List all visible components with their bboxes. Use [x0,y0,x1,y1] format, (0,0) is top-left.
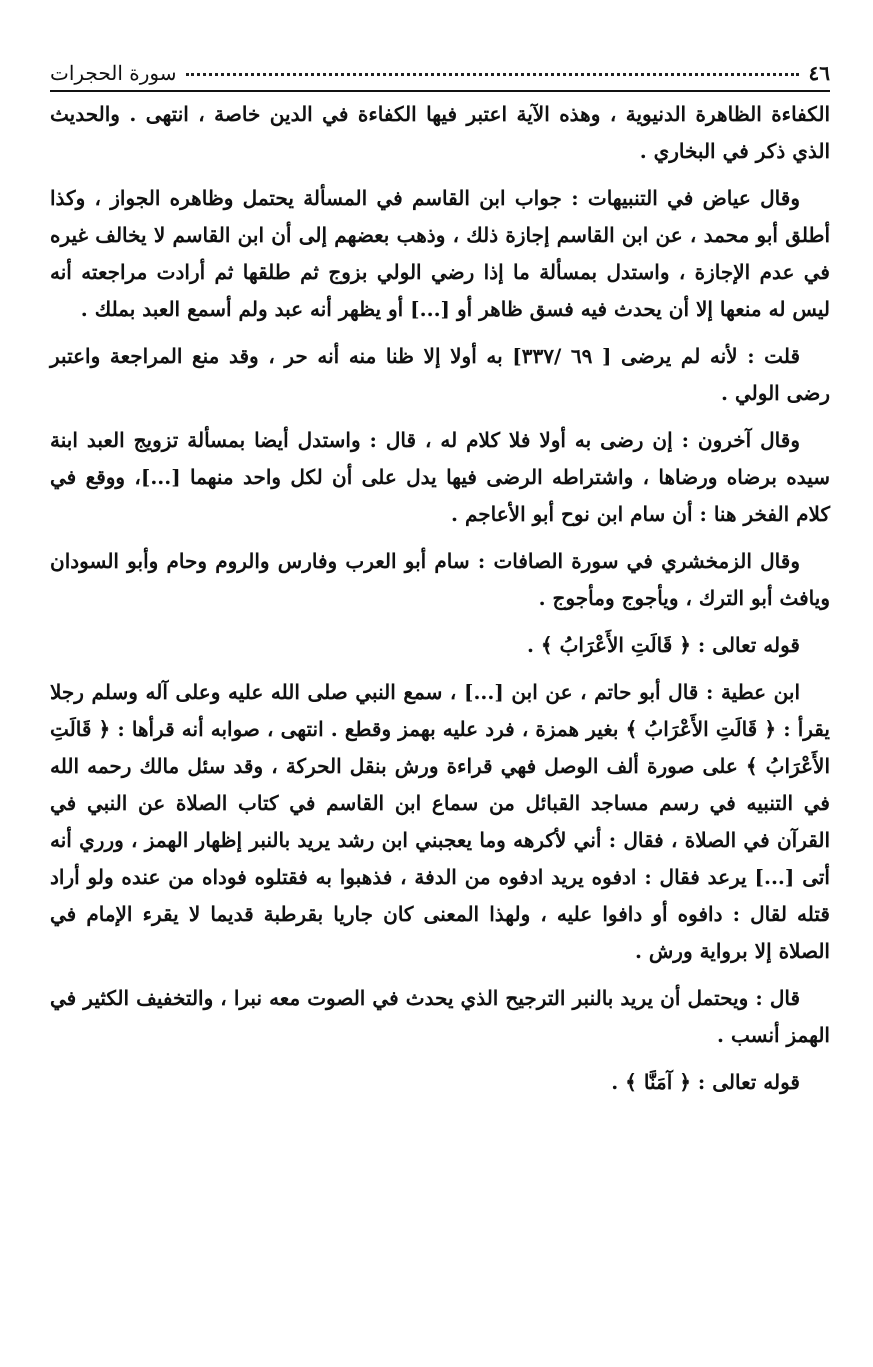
verse-heading: قوله تعالى : ﴿ آمَنَّا ﴾ . [611,1070,800,1094]
dotted-leader [186,73,798,76]
book-page [50,58,830,1111]
paragraph: قال : ويحتمل أن يريد بالنبر الترجيح الذي يحدث في الصوت معه نبرا ، والتخفيف الكثير في الهمز أنسب . [50,986,830,1047]
page-header [50,58,830,92]
body-text [50,96,830,1101]
paragraph: وقال آخرون : إن رضى به أولا فلا كلام له ، قال : واستدل أيضا بمسألة تزويج العبد ابنة سيده برضاه ورضاها ، واشتراطه الرضى فيها يدل على أن لكل واحد منهما [...]، ووقع في كلام الفخر هنا : أن سام ابن نوح أبو الأعاجم . [50,428,830,526]
page-number: ٤٦ [808,61,830,85]
paragraph: الكفاءة الظاهرة الدنيوية ، وهذه الآية اعتبر فيها الكفاءة في الدين خاصة ، انتهى . والحديث الذي ذكر في البخاري . [50,102,830,163]
running-title: سورة الحجرات [50,61,177,85]
paragraph: ابن عطية : قال أبو حاتم ، عن ابن [...] ، سمع النبي صلى الله عليه وعلى آله وسلم رجلا يقرأ : ﴿ قَالَتِ الأَعْرَابُ ﴾ بغير همزة ، فرد عليه بهمز وقطع . انتهى ، صوابه أنه قرأها : ﴿ قَالَتِ الأَعْرَابُ ﴾ على صورة ألف الوصل فهي قراءة ورش بنقل الحركة ، وقد سئل مالك رحمه الله في التنبيه في رسم مساجد القبائل من سماع ابن القاسم في كتاب الصلاة عن النبي في القرآن في الصلاة ، فقال : أني لأكرهه وما يعجبني ابن رشد يريد بالنبر إظهار الهمز ، ورري أنه أتى [...] يرعد فقال : ادفوه يريد ادفوه من الدفة ، فذهبوا به فقتلوه فوداه من عنده ولو أراد قتله لقال : دافوه أو دافوا عليه ، ولهذا المعنى كان جاريا بقرطبة قديما لا يقرء الإمام في الصلاة إلا برواية ورش . [50,680,830,963]
verse-heading: قوله تعالى : ﴿ قَالَتِ الأَعْرَابُ ﴾ . [526,633,800,657]
paragraph: وقال عياض في التنبيهات : جواب ابن القاسم في المسألة يحتمل وظاهره الجواز ، وكذا أطلق أبو محمد ، عن ابن القاسم إجازة ذلك ، وذهب بعضهم إلى أن ابن القاسم لا يخالف غيره في عدم الإجازة ، واستدل بمسألة ما إذا رضي الولي بزوج ثم طلقها ثم أرادت مراجعته أنه ليس له منعها إلا أن يحدث فيه فسق ظاهر أو [...] أو يظهر أنه عبد ولم أسمع العبد بملك . [50,186,830,321]
paragraph: وقال الزمخشري في سورة الصافات : سام أبو العرب وفارس والروم وحام وأبو السودان ويافث أبو الترك ، ويأجوج ومأجوج . [50,549,830,610]
paragraph: قلت : لأنه لم يرضى [ ٦٩ /٣٣٧] به أولا إلا ظنا منه أنه حر ، وقد منع المراجعة واعتبر رضى الولي . [50,344,830,405]
